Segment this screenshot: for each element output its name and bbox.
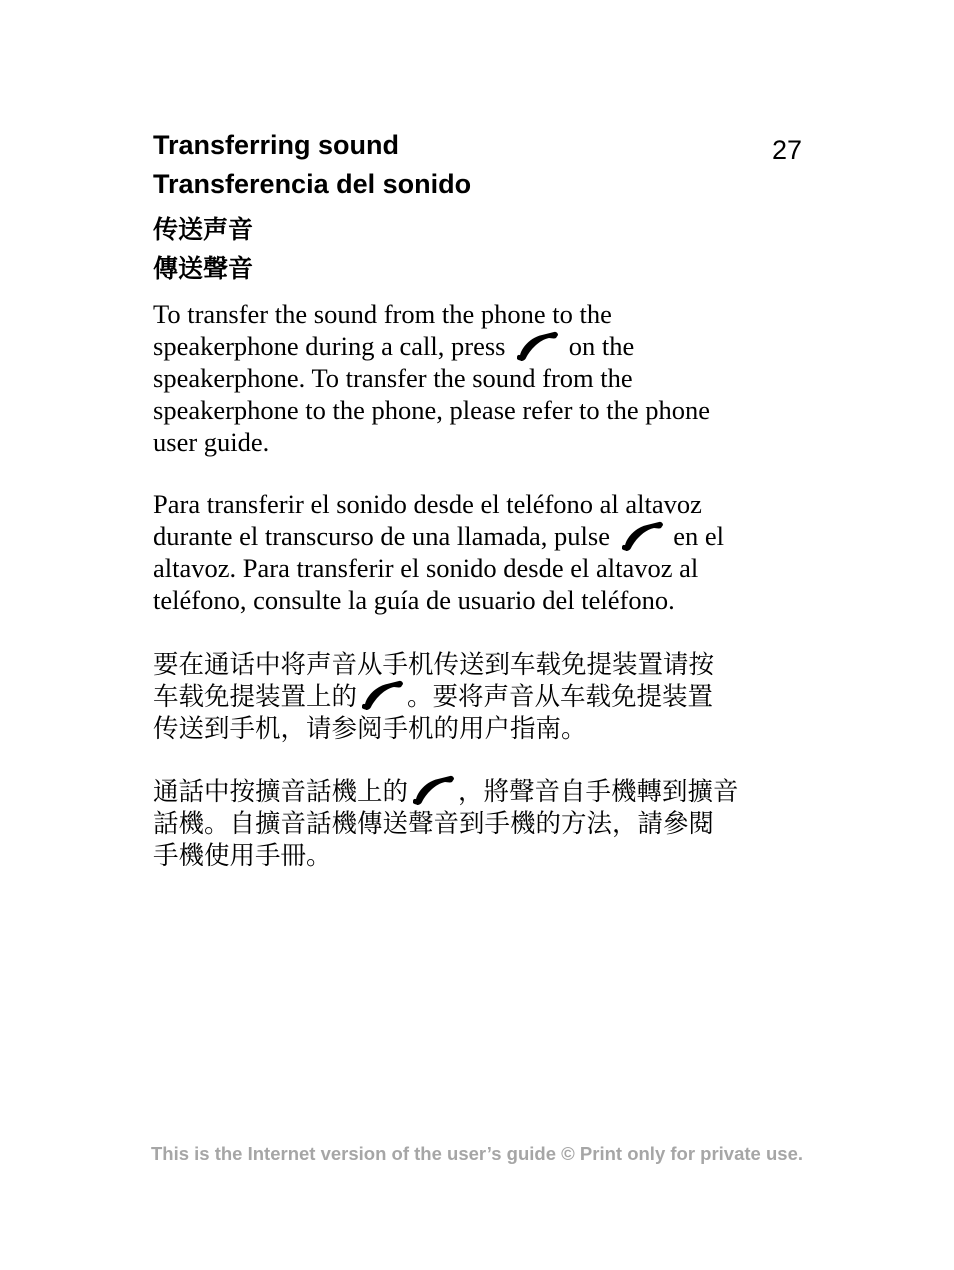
text-line [153,330,793,362]
text-line: teléfono, consulte la guía de usuario del teléfono. [153,585,675,615]
text-line: Para transferir el sonido desde el teléfono al altavoz [153,489,702,519]
text-line [153,681,813,713]
text-fragment: speakerphone during a call, press [153,331,513,361]
text-fragment: 通話中按擴音話機上的 [153,777,409,807]
text-line: speakerphone to the phone, please refer to the phone [153,395,711,425]
text-fragment: 车载免提装置上的 [153,682,358,712]
text-fragment: durante el transcurso de una llamada, pulse [153,521,617,551]
phone-handset-icon [514,330,560,362]
paragraph-simplified-chinese [153,649,813,745]
text-line: To transfer the sound from the phone to the [153,299,612,329]
footer-note: This is the Internet version of the user’s guide © Print only for private use. [150,1143,803,1164]
text-fragment: 。要将声音从车载免提装置 [407,682,714,712]
text-line [153,776,813,808]
text-line: 要在通话中将声音从手机传送到车载免提装置请按 [153,650,715,680]
heading-english: Transferring sound [153,130,400,160]
paragraph-english [153,298,793,458]
phone-handset-icon [410,774,456,806]
text-line [153,520,793,552]
text-line: altavoz. Para transferir el sonido desde el altavoz al [153,553,699,583]
text-line: 話機。自擴音話機傳送聲音到手機的方法，請參閱 [153,809,715,839]
paragraph-spanish [153,488,793,616]
text-fragment: ，將聲音自手機轉到擴音 [458,777,739,807]
text-line: 手機使用手冊。 [153,841,332,871]
heading-traditional-chinese: 傳送聲音 [153,254,254,283]
heading-spanish: Transferencia del sonido [153,169,472,199]
text-fragment: en el [666,521,724,551]
page-number: 27 [772,135,803,165]
text-line: 传送到手机，请参阅手机的用户指南。 [153,714,587,744]
text-line: user guide. [153,427,270,457]
phone-handset-icon [619,520,665,552]
paragraph-traditional-chinese [153,776,813,872]
phone-handset-icon [359,679,405,711]
text-fragment: on the [562,331,635,361]
heading-simplified-chinese: 传送声音 [153,215,254,244]
text-line: speakerphone. To transfer the sound from the [153,363,633,393]
